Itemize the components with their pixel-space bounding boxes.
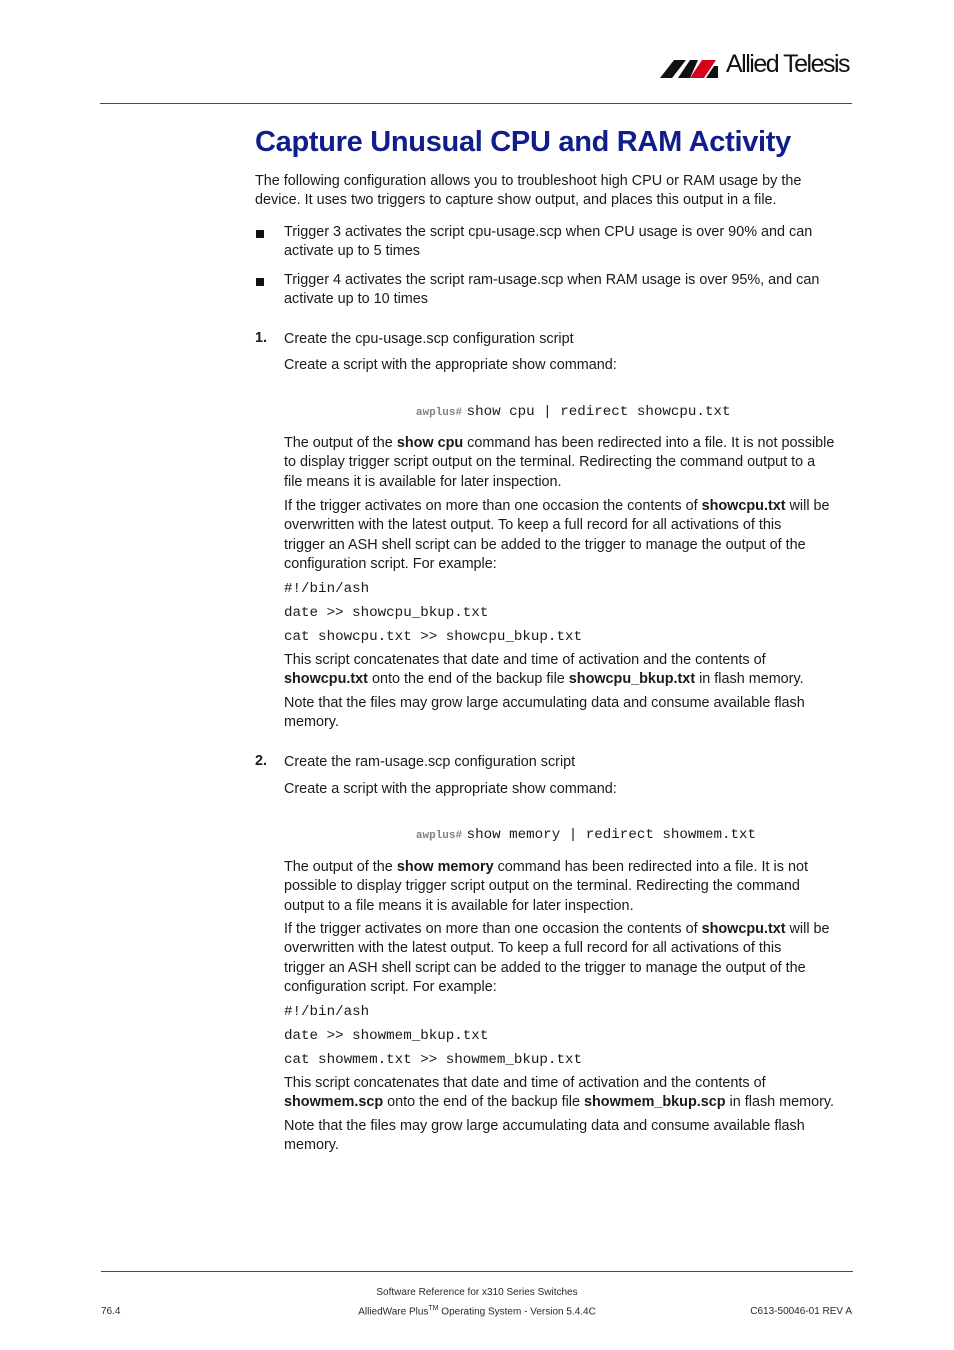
footer-divider	[101, 1271, 853, 1272]
paragraph: Note that the files may grow large accumulating data and consume available flash memory.	[284, 1118, 805, 1154]
cli-command: show memory | redirect showmem.txt	[466, 827, 757, 843]
code-line: cat showmem.txt >> showmem_bkup.txt	[284, 1052, 582, 1068]
logo-mark-icon	[660, 56, 722, 82]
paragraph: This script concatenates that date and time of activation and the contents of showcpu.txt onto the end of the backup file showcpu_bkup.txt in flash memory.	[284, 652, 804, 688]
paragraph: This script concatenates that date and time of activation and the contents of showmem.scp onto the end of the backup file showmem_bkup.scp in flash memory.	[284, 1075, 835, 1111]
bullet-icon	[256, 230, 264, 238]
step-heading: Create the cpu-usage.scp configuration script	[284, 331, 574, 347]
bullet-item-trigger-3: Trigger 3 activates the script cpu-usage.scp when CPU usage is over 90% and can activate up to 5 times	[284, 224, 813, 260]
logo-wordmark: Allied Telesis	[726, 50, 850, 78]
header-divider	[100, 103, 852, 104]
step-number: 1.	[255, 330, 268, 346]
cli-prompt: awplus#	[415, 830, 463, 842]
paragraph: If the trigger activates on more than one occasion the contents of showcpu.txt will be overwritten with the latest output. To keep a full record for all activations of this trigger an ASH shell script can be added to the trigger to manage the output of the configuration script. For example:	[284, 921, 830, 995]
intro-paragraph: The following configuration allows you to troubleshoot high CPU or RAM usage by the device. It uses two triggers to capture show output, and places this output in a file.	[255, 173, 802, 209]
page-number: 76.4	[101, 1306, 121, 1317]
footer-version: AlliedWare Plus™ Operating System - Version 5.4.4C	[358, 1305, 596, 1318]
footer-title: Software Reference for x310 Series Switches	[376, 1287, 578, 1298]
code-line: cat showcpu.txt >> showcpu_bkup.txt	[284, 629, 582, 645]
document-code: C613-50046-01 REV A	[750, 1306, 852, 1317]
bullet-item-trigger-4: Trigger 4 activates the script ram-usage.scp when RAM usage is over 95%, and can activate up to 10 times	[284, 272, 820, 308]
step-lead: Create a script with the appropriate show command:	[284, 357, 617, 373]
command-example	[407, 384, 731, 420]
allied-telesis-logo	[660, 50, 855, 80]
bullet-icon	[256, 278, 264, 286]
paragraph: Note that the files may grow large accumulating data and consume available flash memory.	[284, 695, 805, 731]
cli-command: show cpu | redirect showcpu.txt	[466, 404, 731, 420]
step-heading: Create the ram-usage.scp configuration script	[284, 754, 576, 770]
cli-prompt: awplus#	[415, 407, 463, 419]
paragraph: The output of the show cpu command has been redirected into a file. It is not possible to display trigger script output on the terminal. Redirecting the command output to a file means it is available for later inspection.	[284, 435, 835, 490]
paragraph: If the trigger activates on more than one occasion the contents of showcpu.txt will be overwritten with the latest output. To keep a full record for all activations of this trigger an ASH shell script can be added to the trigger to manage the output of the configuration script. For example:	[284, 498, 830, 572]
page-title: Capture Unusual CPU and RAM Activity	[255, 126, 791, 158]
step-lead: Create a script with the appropriate show command:	[284, 781, 617, 797]
command-example	[407, 807, 756, 843]
code-line: date >> showmem_bkup.txt	[284, 1028, 489, 1044]
step-number: 2.	[255, 753, 268, 769]
paragraph: The output of the show memory command has been redirected into a file. It is not possible to display trigger script output on the terminal. Redirecting the command output to a file means it is available for later inspection.	[284, 859, 808, 914]
code-line: #!/bin/ash	[284, 1004, 370, 1020]
code-line: date >> showcpu_bkup.txt	[284, 605, 489, 621]
code-line: #!/bin/ash	[284, 581, 370, 597]
